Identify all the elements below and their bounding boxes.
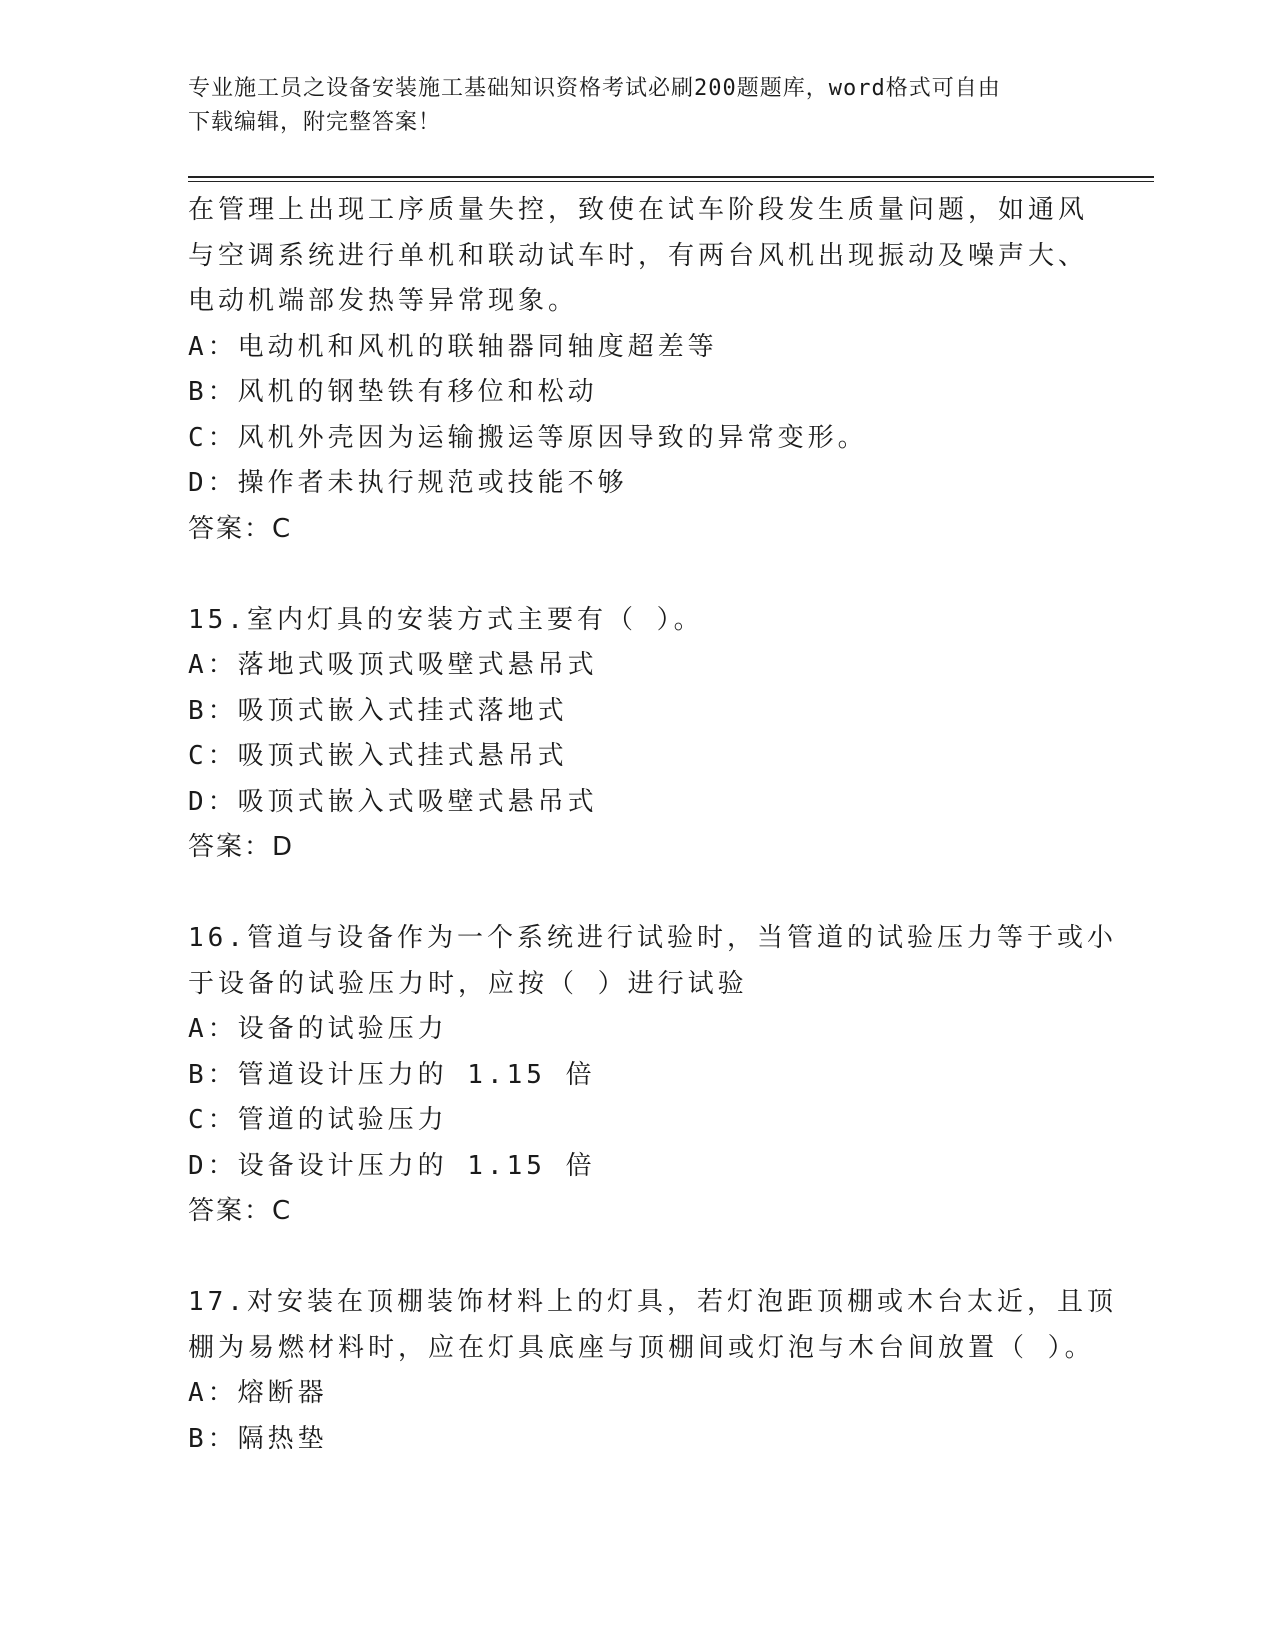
document-header <box>188 72 1088 140</box>
header-divider-thin <box>188 181 1154 182</box>
option-c: C：管道的试验压力 <box>188 1105 448 1135</box>
question-stem-line: 于设备的试验压力时，应按（ ）进行试验 <box>188 968 748 999</box>
option-c: C：吸顶式嵌入式挂式悬吊式 <box>188 741 568 771</box>
option-a: A：电动机和风机的联轴器同轴度超差等 <box>188 331 718 362</box>
header-line-1: 专业施工员之设备安装施工基础知识资格考试必刷200题题库，word格式可自由 <box>188 76 1001 101</box>
spacer <box>188 871 1088 917</box>
header-divider-thick <box>188 176 1154 178</box>
question-list <box>188 188 1117 1462</box>
answer: 答案：D <box>188 832 295 862</box>
question-15 <box>188 598 1088 871</box>
question-stem-line: 电动机端部发热等异常现象。 <box>188 286 579 316</box>
header-line-2: 下载编辑，附完整答案！ <box>188 110 442 135</box>
question-17 <box>188 1280 1117 1462</box>
option-b: B：管道设计压力的 1.15 倍 <box>188 1059 596 1090</box>
option-b: B：风机的钢垫铁有移位和松动 <box>188 377 598 407</box>
answer: 答案：C <box>188 1196 293 1226</box>
question-stem-line: 15.室内灯具的安装方式主要有（ ）。 <box>188 604 704 635</box>
spacer <box>188 552 1088 598</box>
option-d: D：设备设计压力的 1.15 倍 <box>188 1150 596 1181</box>
question-16 <box>188 916 1117 1235</box>
option-d: D：操作者未执行规范或技能不够 <box>188 468 628 498</box>
option-c: C：风机外壳因为运输搬运等原因导致的异常变形。 <box>188 422 868 453</box>
option-a: A：落地式吸顶式吸壁式悬吊式 <box>188 650 598 680</box>
question-stem-line: 16.管道与设备作为一个系统进行试验时，当管道的试验压力等于或小 <box>188 923 1117 953</box>
answer: 答案：C <box>188 513 293 544</box>
option-a: A：设备的试验压力 <box>188 1014 448 1044</box>
option-b: B：隔热垫 <box>188 1423 328 1454</box>
question-stem-line: 与空调系统进行单机和联动试车时，有两台风机出现振动及噪声大、 <box>188 240 1089 271</box>
option-d: D：吸顶式嵌入式吸壁式悬吊式 <box>188 786 598 817</box>
option-a: A：熔断器 <box>188 1378 328 1408</box>
question-stem-line: 17.对安装在顶棚装饰材料上的灯具，若灯泡距顶棚或木台太近，且顶 <box>188 1287 1117 1317</box>
option-b: B：吸顶式嵌入式挂式落地式 <box>188 695 568 726</box>
question-stem-line: 棚为易燃材料时，应在灯具底座与顶棚间或灯泡与木台间放置（ ）。 <box>188 1332 1095 1363</box>
question-stem-line: 在管理上出现工序质量失控，致使在试车阶段发生质量问题，如通风 <box>188 195 1089 225</box>
spacer <box>188 1235 1088 1281</box>
question-14 <box>188 188 1088 552</box>
